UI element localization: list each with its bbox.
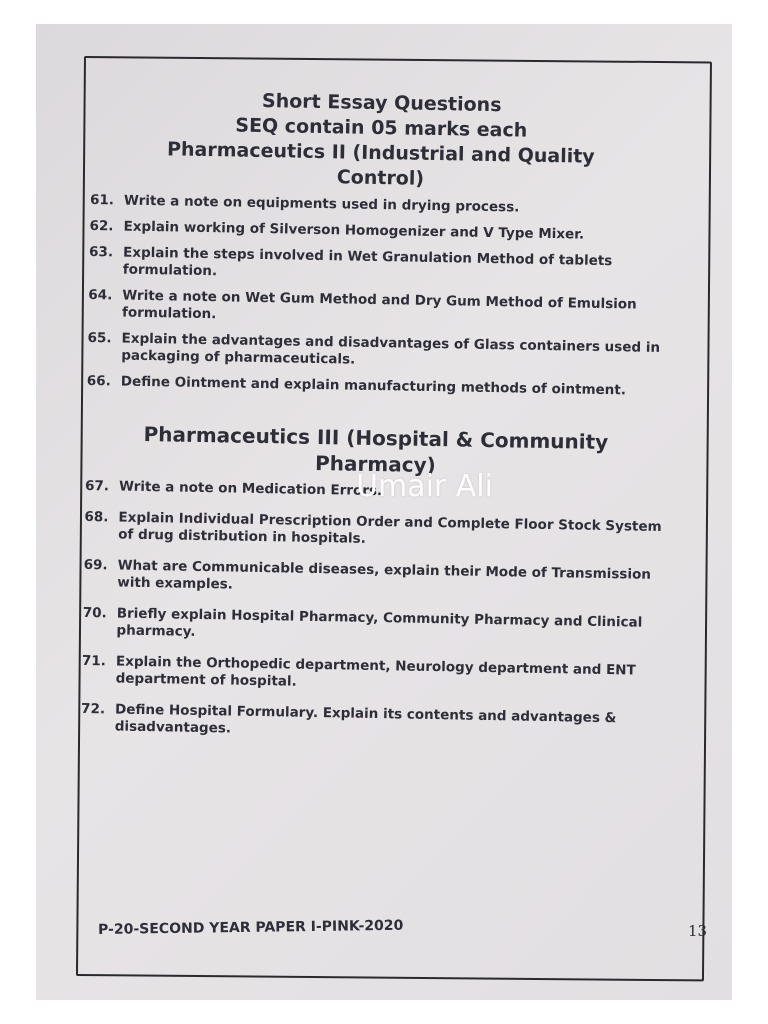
- question-number: 71.: [81, 652, 107, 670]
- question-number: 61.: [89, 191, 115, 209]
- question-number: 68.: [84, 508, 109, 526]
- question-text: Write a note on Wet Gum Method and Dry Gum Method of Emulsion formulation.: [121, 287, 637, 323]
- section-1-questions: [87, 192, 670, 400]
- question-item: [84, 509, 665, 553]
- question-number: 66.: [86, 372, 111, 390]
- section-2-questions: [81, 478, 665, 745]
- question-item: [89, 218, 669, 245]
- question-text: Write a note on Medication Errors.: [118, 478, 383, 500]
- question-item: [89, 244, 670, 288]
- question-item: [87, 330, 668, 374]
- question-text: What are Communicable diseases, explain their Mode of Transmission with examples.: [117, 557, 652, 593]
- question-text: Define Hospital Formulary. Explain its contents and advantages & disadvantages.: [114, 701, 617, 737]
- question-number: 64.: [88, 286, 113, 304]
- heading-line: Pharmacy): [314, 450, 436, 478]
- question-item: [81, 701, 662, 745]
- question-item: [87, 373, 667, 400]
- question-item: [82, 605, 663, 649]
- question-number: 65.: [87, 329, 112, 347]
- question-number: 63.: [88, 243, 114, 261]
- document-photo: [36, 24, 732, 1000]
- question-text: Explain the steps involved in Wet Granulation Method of tablets formulation.: [122, 244, 613, 280]
- heading-line: Pharmaceutics II (Industrial and Quality: [166, 138, 595, 168]
- question-text: Explain the advantages and disadvantages of Glass containers used in packaging of pharmaceuticals.: [121, 330, 661, 368]
- heading-line: Pharmaceutics III (Hospital & Community: [143, 421, 609, 455]
- question-item: [82, 653, 663, 697]
- question-text: Write a note on equipments used in drying process.: [123, 192, 520, 216]
- question-text: Explain working of Silverson Homogenizer and V Type Mixer.: [123, 218, 585, 243]
- question-text: Explain the Orthopedic department, Neurology department and ENT department of hospital.: [115, 653, 636, 690]
- question-text: Briefly explain Hospital Pharmacy, Community Pharmacy and Clinical pharmacy.: [116, 605, 643, 640]
- question-number: 72.: [80, 700, 106, 718]
- question-item: [83, 557, 664, 601]
- page-footer: P-20-SECOND YEAR PAPER I-PINK-2020: [98, 917, 404, 938]
- heading-line: Control): [336, 166, 425, 190]
- question-item: [90, 192, 670, 219]
- heading-line: Short Essay Questions: [261, 89, 502, 117]
- question-number: 70.: [82, 604, 107, 622]
- question-number: 67.: [84, 477, 110, 495]
- page-content: [80, 86, 671, 759]
- watermark-text: Umair Ali: [356, 469, 493, 504]
- question-text: Explain Individual Prescription Order and Complete Floor Stock System of drug distribution in hospitals.: [118, 509, 662, 547]
- question-number: 62.: [89, 217, 114, 235]
- question-text: Define Ointment and explain manufacturing methods of ointment.: [120, 373, 627, 399]
- section-1-heading: [90, 86, 672, 196]
- heading-line: SEQ contain 05 marks each: [235, 114, 528, 142]
- question-item: [88, 287, 669, 331]
- page-number: 13: [688, 922, 708, 940]
- question-number: 69.: [83, 556, 108, 574]
